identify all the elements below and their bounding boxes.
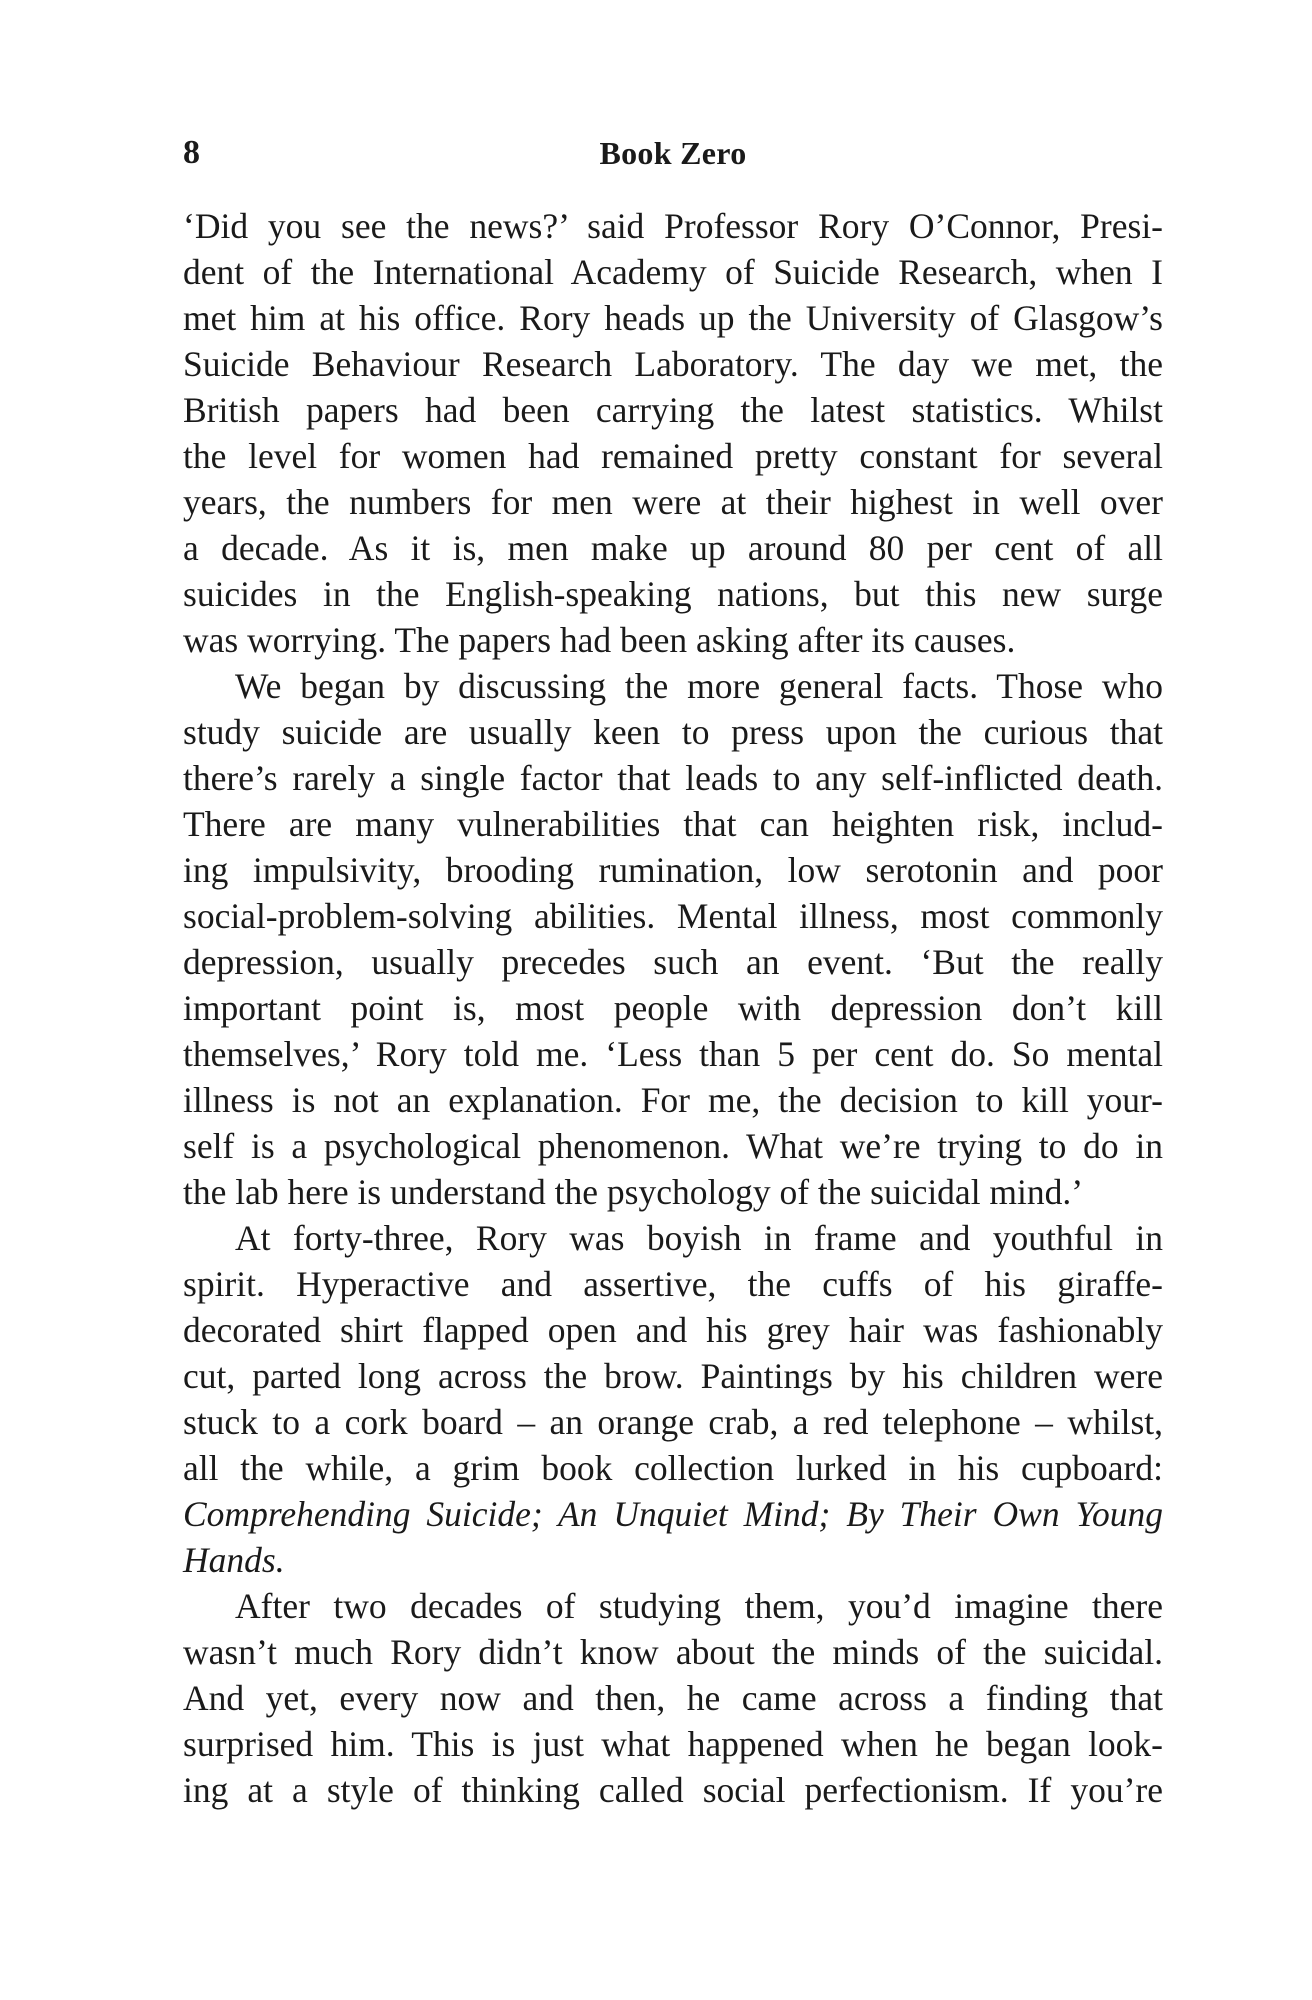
- text-line: was worrying. The papers had been asking after its causes.: [183, 620, 1016, 660]
- text-line: illness is not an explanation. For me, the decision to kill your-: [183, 1080, 1163, 1120]
- text-line: At forty-three, Rory was boyish in frame and youthful in: [235, 1218, 1163, 1258]
- text-line: After two decades of studying them, you’d imagine there: [235, 1586, 1163, 1626]
- paragraph-3: [183, 1215, 1163, 1583]
- text-line: ing at a style of thinking called social perfectionism. If you’re: [183, 1770, 1163, 1810]
- text-line: the lab here is understand the psychology of the suicidal mind.’: [183, 1172, 1084, 1212]
- paragraph-1: [183, 203, 1163, 663]
- text-line: We began by discussing the more general facts. Those who: [235, 666, 1163, 706]
- text-line: There are many vulnerabilities that can heighten risk, includ-: [183, 804, 1163, 844]
- text-line: ‘Did you see the news?’ said Professor Rory O’Connor, Presi-: [183, 206, 1163, 246]
- text-line: suicides in the English-speaking nations, but this new surge: [183, 574, 1163, 614]
- text-line: self is a psychological phenomenon. What we’re trying to do in: [183, 1126, 1163, 1166]
- book-titles-line: Comprehending Suicide; An Unquiet Mind; By Their Own Young: [183, 1494, 1163, 1534]
- text-line: all the while, a grim book collection lurked in his cupboard:: [183, 1448, 1163, 1488]
- text-line: Suicide Behaviour Research Laboratory. The day we met, the: [183, 344, 1163, 384]
- book-titles-line: Hands.: [183, 1540, 285, 1580]
- text-line: years, the numbers for men were at their highest in well over: [183, 482, 1163, 522]
- text-line: depression, usually precedes such an event. ‘But the really: [183, 942, 1163, 982]
- running-head: Book Zero: [599, 135, 747, 171]
- text-line: surprised him. This is just what happened when he began look-: [183, 1724, 1163, 1764]
- text-line: the level for women had remained pretty constant for several: [183, 436, 1163, 476]
- text-line: stuck to a cork board – an orange crab, a red telephone – whilst,: [183, 1402, 1163, 1442]
- text-line: decorated shirt flapped open and his grey hair was fashionably: [183, 1310, 1163, 1350]
- text-line: themselves,’ Rory told me. ‘Less than 5 per cent do. So mental: [183, 1034, 1163, 1074]
- text-line: spirit. Hyperactive and assertive, the cuffs of his giraffe-: [183, 1264, 1163, 1304]
- body-text: [183, 203, 1163, 1813]
- text-line: dent of the International Academy of Suicide Research, when I: [183, 252, 1163, 292]
- paragraph-4: [183, 1583, 1163, 1813]
- text-line: study suicide are usually keen to press upon the curious that: [183, 712, 1163, 752]
- text-line: social-problem-solving abilities. Mental illness, most commonly: [183, 896, 1163, 936]
- text-line: important point is, most people with depression don’t kill: [183, 988, 1163, 1028]
- text-line: And yet, every now and then, he came across a finding that: [183, 1678, 1163, 1718]
- text-line: met him at his office. Rory heads up the University of Glasgow’s: [183, 298, 1163, 338]
- text-line: a decade. As it is, men make up around 80 per cent of all: [183, 528, 1163, 568]
- text-line: British papers had been carrying the latest statistics. Whilst: [183, 390, 1163, 430]
- text-line: cut, parted long across the brow. Paintings by his children were: [183, 1356, 1163, 1396]
- text-line: there’s rarely a single factor that leads to any self-inflicted death.: [183, 758, 1163, 798]
- text-line: wasn’t much Rory didn’t know about the minds of the suicidal.: [183, 1632, 1163, 1672]
- page-number: 8: [183, 134, 200, 171]
- text-line: ing impulsivity, brooding rumination, low serotonin and poor: [183, 850, 1163, 890]
- paragraph-2: [183, 663, 1163, 1215]
- page-header: [183, 128, 1163, 178]
